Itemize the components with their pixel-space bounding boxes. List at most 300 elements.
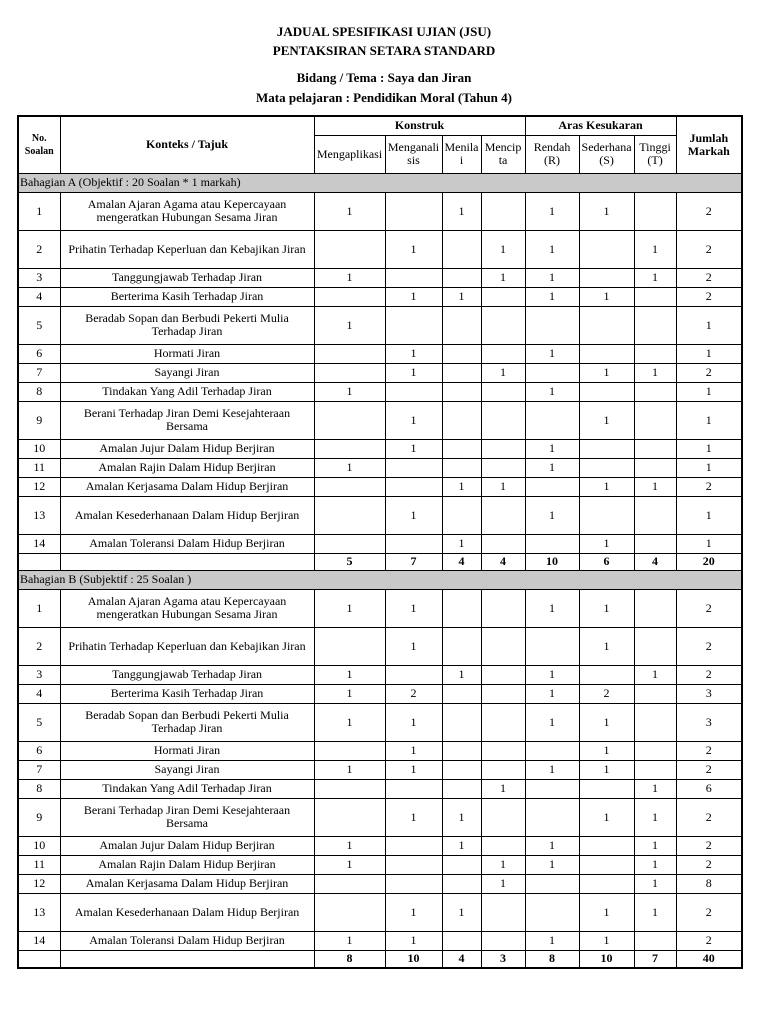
- jumlah-cell: 2: [676, 363, 742, 382]
- table-row: [18, 855, 742, 874]
- rendah-cell: 1: [525, 589, 579, 627]
- jumlah-cell: 2: [676, 268, 742, 287]
- sederhana-cell: 1: [579, 363, 634, 382]
- menilai-cell: [442, 439, 481, 458]
- topic-cell: Amalan Kerjasama Dalam Hidup Berjiran: [60, 874, 314, 893]
- rendah-cell: [525, 477, 579, 496]
- rendah-cell: 1: [525, 665, 579, 684]
- question-number: 5: [18, 306, 60, 344]
- jumlah-cell: 8: [676, 874, 742, 893]
- jumlah-cell: 6: [676, 779, 742, 798]
- total-tinggi: 7: [634, 950, 676, 968]
- mengaplikasi-cell: [314, 893, 385, 931]
- menilai-cell: [442, 382, 481, 401]
- rendah-cell: 1: [525, 684, 579, 703]
- rendah-cell: 1: [525, 703, 579, 741]
- tinggi-cell: [634, 684, 676, 703]
- topic-cell: Amalan Rajin Dalam Hidup Berjiran: [60, 855, 314, 874]
- table-row: [18, 534, 742, 553]
- col-header-jumlah: Jumlah Markah: [676, 116, 742, 173]
- section-header: [18, 570, 742, 589]
- mencipta-cell: [481, 684, 525, 703]
- mencipta-cell: [481, 382, 525, 401]
- rendah-cell: [525, 741, 579, 760]
- tinggi-cell: [634, 741, 676, 760]
- jumlah-cell: 1: [676, 306, 742, 344]
- total-rendah: 8: [525, 950, 579, 968]
- tinggi-cell: 1: [634, 665, 676, 684]
- tinggi-cell: 1: [634, 798, 676, 836]
- question-number: 1: [18, 192, 60, 230]
- rendah-cell: 1: [525, 230, 579, 268]
- menilai-cell: 1: [442, 477, 481, 496]
- question-number: 8: [18, 779, 60, 798]
- section-header: [18, 173, 742, 192]
- totals-blank-cell: [60, 553, 314, 570]
- total-jumlah: 20: [676, 553, 742, 570]
- col-header-mengaplikasi: Mengaplikasi: [314, 135, 385, 173]
- col-header-mencipta: Mencipta: [481, 135, 525, 173]
- sederhana-cell: [579, 458, 634, 477]
- mengaplikasi-cell: [314, 627, 385, 665]
- question-number: 14: [18, 534, 60, 553]
- jumlah-cell: 1: [676, 344, 742, 363]
- jumlah-cell: 1: [676, 401, 742, 439]
- sederhana-cell: 2: [579, 684, 634, 703]
- menilai-cell: [442, 627, 481, 665]
- tinggi-cell: 1: [634, 779, 676, 798]
- menilai-cell: [442, 684, 481, 703]
- tinggi-cell: [634, 760, 676, 779]
- tinggi-cell: [634, 627, 676, 665]
- table-row: [18, 779, 742, 798]
- topic-cell: Tanggungjawab Terhadap Jiran: [60, 268, 314, 287]
- mengaplikasi-cell: 1: [314, 589, 385, 627]
- topic-cell: Hormati Jiran: [60, 344, 314, 363]
- tinggi-cell: 1: [634, 363, 676, 382]
- rendah-cell: 1: [525, 855, 579, 874]
- tinggi-cell: [634, 401, 676, 439]
- menganalisis-cell: [385, 534, 442, 553]
- menganalisis-cell: [385, 268, 442, 287]
- total-sederhana: 10: [579, 950, 634, 968]
- tinggi-cell: [634, 534, 676, 553]
- sederhana-cell: [579, 836, 634, 855]
- table-row: [18, 684, 742, 703]
- menganalisis-cell: 1: [385, 344, 442, 363]
- mencipta-cell: [481, 665, 525, 684]
- mencipta-cell: [481, 589, 525, 627]
- sederhana-cell: 1: [579, 192, 634, 230]
- question-number: 8: [18, 382, 60, 401]
- mencipta-cell: [481, 306, 525, 344]
- menganalisis-cell: [385, 779, 442, 798]
- question-number: 11: [18, 855, 60, 874]
- topic-cell: Berterima Kasih Terhadap Jiran: [60, 287, 314, 306]
- menganalisis-cell: [385, 382, 442, 401]
- rendah-cell: 1: [525, 458, 579, 477]
- question-number: 7: [18, 760, 60, 779]
- sederhana-cell: [579, 268, 634, 287]
- sederhana-cell: [579, 874, 634, 893]
- tinggi-cell: 1: [634, 855, 676, 874]
- table-row: [18, 287, 742, 306]
- col-header-menganalisis: Menganalisis: [385, 135, 442, 173]
- table-row: [18, 363, 742, 382]
- menilai-cell: [442, 874, 481, 893]
- menganalisis-cell: 1: [385, 589, 442, 627]
- mencipta-cell: [481, 760, 525, 779]
- sederhana-cell: [579, 855, 634, 874]
- question-number: 4: [18, 684, 60, 703]
- mencipta-cell: [481, 401, 525, 439]
- mencipta-cell: [481, 534, 525, 553]
- question-number: 10: [18, 439, 60, 458]
- mencipta-cell: 1: [481, 268, 525, 287]
- mengaplikasi-cell: 1: [314, 931, 385, 950]
- question-number: 2: [18, 627, 60, 665]
- rendah-cell: 1: [525, 836, 579, 855]
- sederhana-cell: 1: [579, 534, 634, 553]
- mencipta-cell: 1: [481, 779, 525, 798]
- menganalisis-cell: 1: [385, 230, 442, 268]
- theme-line: Bidang / Tema : Saya dan Jiran: [296, 70, 472, 85]
- mencipta-cell: [481, 496, 525, 534]
- question-number: 1: [18, 589, 60, 627]
- table-row: [18, 306, 742, 344]
- col-header-tinggi: Tinggi (T): [634, 135, 676, 173]
- jumlah-cell: 1: [676, 439, 742, 458]
- menilai-cell: 1: [442, 798, 481, 836]
- topic-cell: Tindakan Yang Adil Terhadap Jiran: [60, 382, 314, 401]
- tinggi-cell: [634, 192, 676, 230]
- topic-cell: Amalan Rajin Dalam Hidup Berjiran: [60, 458, 314, 477]
- table-row: [18, 230, 742, 268]
- tinggi-cell: [634, 458, 676, 477]
- rendah-cell: 1: [525, 344, 579, 363]
- table-row: [18, 836, 742, 855]
- menilai-cell: [442, 363, 481, 382]
- rendah-cell: [525, 779, 579, 798]
- subject-line: Mata pelajaran : Pendidikan Moral (Tahun 4): [256, 90, 512, 105]
- menilai-cell: [442, 703, 481, 741]
- sederhana-cell: 1: [579, 589, 634, 627]
- total-tinggi: 4: [634, 553, 676, 570]
- mengaplikasi-cell: 1: [314, 855, 385, 874]
- jumlah-cell: 2: [676, 665, 742, 684]
- jumlah-cell: 2: [676, 760, 742, 779]
- mencipta-cell: [481, 741, 525, 760]
- total-mencipta: 3: [481, 950, 525, 968]
- menilai-cell: [442, 589, 481, 627]
- table-row: [18, 401, 742, 439]
- menganalisis-cell: [385, 665, 442, 684]
- mencipta-cell: 1: [481, 874, 525, 893]
- question-number: 9: [18, 798, 60, 836]
- total-mengaplikasi: 5: [314, 553, 385, 570]
- sederhana-cell: 1: [579, 893, 634, 931]
- mengaplikasi-cell: [314, 230, 385, 268]
- sederhana-cell: [579, 496, 634, 534]
- jumlah-cell: 1: [676, 382, 742, 401]
- tinggi-cell: 1: [634, 268, 676, 287]
- question-number: 13: [18, 893, 60, 931]
- rendah-cell: [525, 893, 579, 931]
- mengaplikasi-cell: 1: [314, 192, 385, 230]
- table-row: [18, 627, 742, 665]
- question-number: 7: [18, 363, 60, 382]
- mencipta-cell: [481, 439, 525, 458]
- menilai-cell: 1: [442, 534, 481, 553]
- table-row: [18, 874, 742, 893]
- topic-cell: Amalan Ajaran Agama atau Kepercayaan mengeratkan Hubungan Sesama Jiran: [60, 589, 314, 627]
- topic-cell: Sayangi Jiran: [60, 760, 314, 779]
- col-header-topic: Konteks / Tajuk: [60, 116, 314, 173]
- topic-cell: Amalan Kesederhanaan Dalam Hidup Berjiran: [60, 496, 314, 534]
- jumlah-cell: 2: [676, 741, 742, 760]
- menilai-cell: 1: [442, 893, 481, 931]
- rendah-cell: 1: [525, 931, 579, 950]
- tinggi-cell: 1: [634, 477, 676, 496]
- rendah-cell: 1: [525, 192, 579, 230]
- jumlah-cell: 1: [676, 534, 742, 553]
- sederhana-cell: [579, 306, 634, 344]
- menganalisis-cell: 1: [385, 760, 442, 779]
- rendah-cell: 1: [525, 268, 579, 287]
- tinggi-cell: 1: [634, 874, 676, 893]
- mengaplikasi-cell: [314, 401, 385, 439]
- tinggi-cell: [634, 382, 676, 401]
- menganalisis-cell: 1: [385, 439, 442, 458]
- menganalisis-cell: [385, 836, 442, 855]
- question-number: 13: [18, 496, 60, 534]
- rendah-cell: 1: [525, 439, 579, 458]
- topic-cell: Prihatin Terhadap Keperluan dan Kebajikan Jiran: [60, 627, 314, 665]
- total-mengaplikasi: 8: [314, 950, 385, 968]
- jumlah-cell: 2: [676, 836, 742, 855]
- table-row: [18, 589, 742, 627]
- mencipta-cell: [481, 627, 525, 665]
- col-header-konstruk: Konstruk: [314, 116, 525, 135]
- rendah-cell: [525, 363, 579, 382]
- question-number: 6: [18, 344, 60, 363]
- mengaplikasi-cell: 1: [314, 836, 385, 855]
- question-number: 6: [18, 741, 60, 760]
- menilai-cell: [442, 855, 481, 874]
- mengaplikasi-cell: [314, 798, 385, 836]
- tinggi-cell: 1: [634, 836, 676, 855]
- jumlah-cell: 2: [676, 855, 742, 874]
- rendah-cell: 1: [525, 287, 579, 306]
- menganalisis-cell: 2: [385, 684, 442, 703]
- topic-cell: Beradab Sopan dan Berbudi Pekerti Mulia Terhadap Jiran: [60, 306, 314, 344]
- menganalisis-cell: 1: [385, 401, 442, 439]
- table-row: [18, 344, 742, 363]
- table-row: [18, 741, 742, 760]
- question-number: 3: [18, 665, 60, 684]
- totals-blank-cell: [60, 950, 314, 968]
- menganalisis-cell: 1: [385, 627, 442, 665]
- menilai-cell: [442, 931, 481, 950]
- sederhana-cell: 1: [579, 931, 634, 950]
- rendah-cell: [525, 627, 579, 665]
- mengaplikasi-cell: [314, 496, 385, 534]
- totals-blank-cell: [18, 553, 60, 570]
- col-header-no: No. Soalan: [18, 116, 60, 173]
- question-number: 9: [18, 401, 60, 439]
- sederhana-cell: 1: [579, 703, 634, 741]
- menganalisis-cell: 1: [385, 703, 442, 741]
- jumlah-cell: 2: [676, 931, 742, 950]
- table-row: [18, 665, 742, 684]
- menganalisis-cell: [385, 458, 442, 477]
- topic-cell: Tanggungjawab Terhadap Jiran: [60, 665, 314, 684]
- table-row: [18, 477, 742, 496]
- mengaplikasi-cell: [314, 363, 385, 382]
- tinggi-cell: [634, 703, 676, 741]
- total-rendah: 10: [525, 553, 579, 570]
- question-number: 14: [18, 931, 60, 950]
- jumlah-cell: 3: [676, 703, 742, 741]
- sederhana-cell: 1: [579, 627, 634, 665]
- mencipta-cell: 1: [481, 230, 525, 268]
- sederhana-cell: 1: [579, 760, 634, 779]
- rendah-cell: [525, 798, 579, 836]
- tinggi-cell: [634, 344, 676, 363]
- table-row: [18, 931, 742, 950]
- table-row: [18, 760, 742, 779]
- tinggi-cell: [634, 439, 676, 458]
- topic-cell: Berterima Kasih Terhadap Jiran: [60, 684, 314, 703]
- table-row: [18, 268, 742, 287]
- mengaplikasi-cell: 1: [314, 458, 385, 477]
- tinggi-cell: 1: [634, 893, 676, 931]
- menganalisis-cell: [385, 306, 442, 344]
- menilai-cell: [442, 268, 481, 287]
- sederhana-cell: [579, 382, 634, 401]
- totals-blank-cell: [18, 950, 60, 968]
- tinggi-cell: [634, 287, 676, 306]
- menganalisis-cell: 1: [385, 363, 442, 382]
- mencipta-cell: [481, 836, 525, 855]
- question-number: 11: [18, 458, 60, 477]
- topic-cell: Berani Terhadap Jiran Demi Kesejahteraan Bersama: [60, 401, 314, 439]
- menganalisis-cell: [385, 192, 442, 230]
- mengaplikasi-cell: [314, 779, 385, 798]
- question-number: 3: [18, 268, 60, 287]
- jumlah-cell: 2: [676, 627, 742, 665]
- topic-cell: Amalan Jujur Dalam Hidup Berjiran: [60, 836, 314, 855]
- topic-cell: Amalan Kesederhanaan Dalam Hidup Berjiran: [60, 893, 314, 931]
- rendah-cell: [525, 534, 579, 553]
- jumlah-cell: 2: [676, 192, 742, 230]
- jumlah-cell: 2: [676, 893, 742, 931]
- sederhana-cell: [579, 344, 634, 363]
- tinggi-cell: [634, 589, 676, 627]
- total-menilai: 4: [442, 950, 481, 968]
- mencipta-cell: [481, 344, 525, 363]
- table-row: [18, 496, 742, 534]
- mengaplikasi-cell: 1: [314, 306, 385, 344]
- table-row: [18, 458, 742, 477]
- menganalisis-cell: [385, 855, 442, 874]
- total-menganalisis: 7: [385, 553, 442, 570]
- question-number: 5: [18, 703, 60, 741]
- document-title: JADUAL SPESIFIKASI UJIAN (JSU): [276, 24, 492, 39]
- tinggi-cell: [634, 931, 676, 950]
- menilai-cell: [442, 458, 481, 477]
- mencipta-cell: [481, 931, 525, 950]
- mencipta-cell: 1: [481, 477, 525, 496]
- topic-cell: Amalan Ajaran Agama atau Kepercayaan mengeratkan Hubungan Sesama Jiran: [60, 192, 314, 230]
- totals-row: [18, 950, 742, 968]
- tinggi-cell: 1: [634, 230, 676, 268]
- mengaplikasi-cell: 1: [314, 760, 385, 779]
- table-row: [18, 192, 742, 230]
- tinggi-cell: [634, 496, 676, 534]
- table-body: [18, 173, 742, 968]
- table-row: [18, 382, 742, 401]
- topic-cell: Berani Terhadap Jiran Demi Kesejahteraan Bersama: [60, 798, 314, 836]
- sederhana-cell: [579, 779, 634, 798]
- rendah-cell: [525, 874, 579, 893]
- menilai-cell: 1: [442, 665, 481, 684]
- topic-cell: Amalan Kerjasama Dalam Hidup Berjiran: [60, 477, 314, 496]
- menganalisis-cell: 1: [385, 893, 442, 931]
- mengaplikasi-cell: [314, 439, 385, 458]
- jumlah-cell: 1: [676, 496, 742, 534]
- menilai-cell: [442, 496, 481, 534]
- rendah-cell: 1: [525, 382, 579, 401]
- sederhana-cell: 1: [579, 741, 634, 760]
- mencipta-cell: [481, 798, 525, 836]
- sederhana-cell: [579, 230, 634, 268]
- jumlah-cell: 2: [676, 477, 742, 496]
- menganalisis-cell: 1: [385, 741, 442, 760]
- menilai-cell: [442, 306, 481, 344]
- table-row: [18, 798, 742, 836]
- mengaplikasi-cell: 1: [314, 703, 385, 741]
- mengaplikasi-cell: [314, 741, 385, 760]
- menganalisis-cell: 1: [385, 798, 442, 836]
- menganalisis-cell: [385, 874, 442, 893]
- mengaplikasi-cell: 1: [314, 382, 385, 401]
- menilai-cell: [442, 230, 481, 268]
- menilai-cell: [442, 760, 481, 779]
- jumlah-cell: 1: [676, 458, 742, 477]
- mencipta-cell: [481, 458, 525, 477]
- table-row: [18, 893, 742, 931]
- jumlah-cell: 2: [676, 798, 742, 836]
- total-mencipta: 4: [481, 553, 525, 570]
- mencipta-cell: [481, 192, 525, 230]
- sederhana-cell: [579, 665, 634, 684]
- mengaplikasi-cell: 1: [314, 665, 385, 684]
- rendah-cell: 1: [525, 760, 579, 779]
- menilai-cell: [442, 741, 481, 760]
- menganalisis-cell: 1: [385, 931, 442, 950]
- specification-table: [17, 115, 743, 969]
- topic-cell: Amalan Toleransi Dalam Hidup Berjiran: [60, 931, 314, 950]
- menilai-cell: 1: [442, 836, 481, 855]
- rendah-cell: [525, 306, 579, 344]
- table-row: [18, 703, 742, 741]
- question-number: 12: [18, 874, 60, 893]
- topic-cell: Beradab Sopan dan Berbudi Pekerti Mulia Terhadap Jiran: [60, 703, 314, 741]
- mengaplikasi-cell: 1: [314, 684, 385, 703]
- sederhana-cell: 1: [579, 287, 634, 306]
- mengaplikasi-cell: [314, 477, 385, 496]
